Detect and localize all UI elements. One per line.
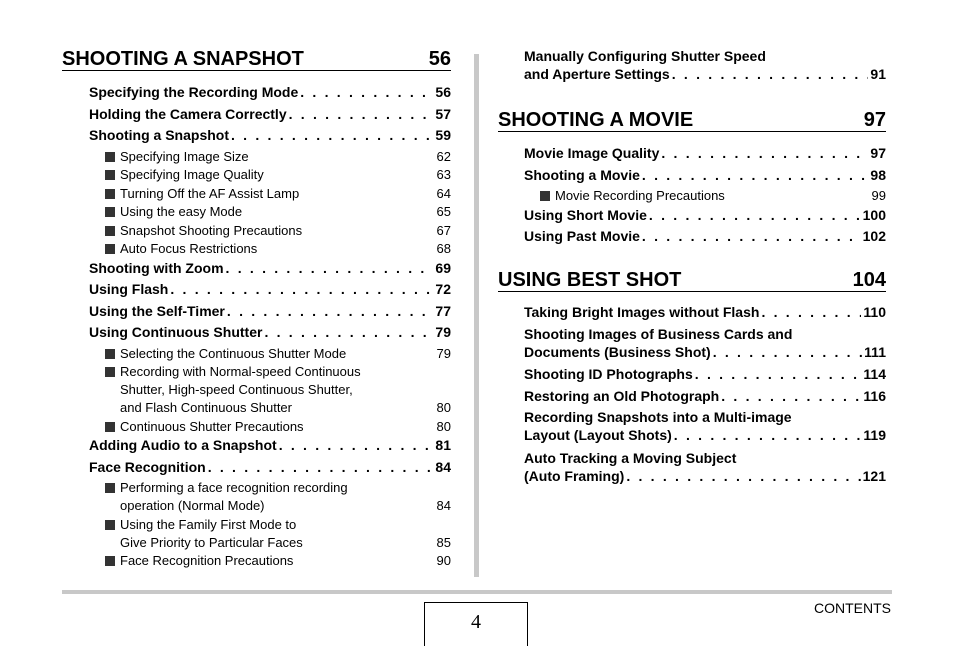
toc-entry-label: Using Short Movie bbox=[524, 206, 647, 223]
toc-subentry[interactable] bbox=[105, 345, 451, 363]
toc-subentry-label bbox=[120, 166, 264, 184]
toc-subentry[interactable] bbox=[540, 187, 886, 205]
dot-leader bbox=[649, 206, 861, 224]
toc-entry-page: 57 bbox=[435, 105, 451, 122]
toc-entry-label: Restoring an Old Photograph bbox=[524, 387, 720, 404]
toc-entry[interactable] bbox=[524, 47, 886, 83]
toc-entry[interactable] bbox=[524, 387, 886, 405]
dot-leader bbox=[761, 303, 861, 321]
toc-entry[interactable] bbox=[524, 449, 886, 485]
section-page: 97 bbox=[863, 109, 886, 131]
toc-entry-label: Shooting a Snapshot bbox=[89, 127, 229, 143]
square-bullet-icon bbox=[105, 556, 115, 566]
dot-leader bbox=[661, 144, 868, 162]
toc-subentry-line: Give Priority to Particular Faces bbox=[120, 534, 303, 550]
toc-entry-page: 100 bbox=[862, 206, 886, 223]
toc-subentry-label bbox=[120, 363, 361, 417]
toc-entry-page: 84 bbox=[435, 458, 451, 475]
toc-subentry-line: Specifying Image Quality bbox=[120, 167, 264, 182]
toc-entry-label: Adding Audio to a Snapshot bbox=[89, 437, 277, 453]
dot-leader bbox=[642, 166, 869, 184]
toc-subentry-label bbox=[120, 185, 299, 203]
toc-entry-label: and Aperture Settings bbox=[524, 66, 670, 82]
section-heading-shooting-a-movie bbox=[498, 109, 886, 132]
toc-subentry-line: Snapshot Shooting Precautions bbox=[120, 222, 303, 238]
section-title: USING BEST SHOT bbox=[498, 269, 682, 291]
toc-entry-page: 77 bbox=[435, 302, 451, 319]
toc-entry-label: Shooting Images of Business Cards and bbox=[524, 325, 793, 342]
dot-leader bbox=[227, 302, 434, 320]
toc-subentry-label bbox=[120, 240, 257, 258]
toc-subentry-page: 64 bbox=[436, 185, 451, 201]
toc-subentry-page: 80 bbox=[436, 400, 451, 415]
toc-subentry-line: and Flash Continuous Shutter bbox=[120, 400, 292, 415]
dot-leader bbox=[226, 259, 434, 277]
toc-entry-label: Using the Self-Timer bbox=[89, 302, 225, 319]
toc-entry-page: 56 bbox=[435, 84, 451, 100]
toc-entry[interactable] bbox=[89, 302, 451, 320]
toc-entry[interactable] bbox=[89, 126, 451, 144]
toc-subentry-line: Using the easy Mode bbox=[120, 204, 243, 219]
toc-subentry[interactable] bbox=[105, 166, 451, 184]
toc-entry-label: Manually Configuring Shutter Speed bbox=[524, 48, 766, 64]
toc-entry-label: Documents (Business Shot) bbox=[524, 343, 711, 360]
toc-entry-page: 102 bbox=[862, 228, 886, 244]
toc-entry[interactable] bbox=[89, 259, 451, 277]
toc-entry-page: 69 bbox=[435, 259, 451, 276]
toc-subentry-label bbox=[120, 479, 348, 515]
toc-entry[interactable] bbox=[524, 325, 886, 361]
toc-subentry-page: 62 bbox=[436, 148, 451, 164]
toc-subentry-page: 84 bbox=[436, 498, 451, 513]
toc-entry-label: Holding the Camera Correctly bbox=[89, 105, 287, 122]
toc-entry-page: 110 bbox=[863, 304, 886, 320]
toc-subentry-label bbox=[120, 418, 304, 436]
toc-entry-label: Shooting a Movie bbox=[524, 166, 640, 183]
square-bullet-icon bbox=[105, 170, 115, 180]
dot-leader bbox=[695, 365, 862, 383]
toc-entry-label: Auto Tracking a Moving Subject bbox=[524, 449, 737, 466]
toc-entry[interactable] bbox=[89, 105, 451, 123]
section-title: SHOOTING A MOVIE bbox=[498, 109, 694, 131]
toc-entry[interactable] bbox=[524, 303, 886, 321]
toc-entry-label: Specifying the Recording Mode bbox=[89, 84, 299, 100]
toc-entry-label: Shooting with Zoom bbox=[89, 259, 224, 276]
dot-leader bbox=[231, 126, 433, 144]
toc-subentry-page: 85 bbox=[436, 534, 451, 550]
square-bullet-icon bbox=[105, 422, 115, 432]
dot-leader bbox=[642, 227, 861, 245]
toc-subentry-label bbox=[120, 203, 242, 221]
toc-subentry[interactable] bbox=[105, 552, 451, 570]
toc-subentry-page: 63 bbox=[436, 167, 451, 182]
dot-leader bbox=[289, 105, 434, 123]
toc-entry-page: 119 bbox=[863, 427, 886, 443]
toc-subentry-label bbox=[120, 516, 303, 552]
dot-leader bbox=[713, 343, 862, 361]
square-bullet-icon bbox=[105, 520, 115, 530]
toc-subentry-label bbox=[120, 222, 302, 240]
toc-entry[interactable] bbox=[89, 458, 451, 476]
toc-entry-label: Taking Bright Images without Flash bbox=[524, 304, 760, 320]
toc-entry-label: Face Recognition bbox=[89, 458, 206, 475]
toc-subentry-page: 80 bbox=[436, 418, 451, 434]
toc-subentry-page: 65 bbox=[436, 204, 451, 219]
square-bullet-icon bbox=[105, 349, 115, 359]
dot-leader bbox=[626, 467, 860, 485]
toc-entry-label: (Auto Framing) bbox=[524, 467, 625, 484]
square-bullet-icon bbox=[105, 152, 115, 162]
square-bullet-icon bbox=[540, 191, 550, 201]
toc-subentry[interactable] bbox=[105, 240, 451, 258]
dot-leader bbox=[264, 323, 433, 341]
toc-entry-label: Using Flash bbox=[89, 281, 169, 297]
toc-subentry-line: Using the Family First Mode to bbox=[120, 516, 297, 532]
toc-entry-page: 72 bbox=[435, 281, 451, 297]
toc-entry-page: 91 bbox=[870, 66, 886, 82]
toc-subentry-label bbox=[555, 187, 725, 205]
square-bullet-icon bbox=[105, 367, 115, 377]
dot-leader bbox=[279, 436, 434, 454]
toc-subentry-line: Movie Recording Precautions bbox=[555, 188, 725, 203]
toc-subentry-line: operation (Normal Mode) bbox=[120, 498, 265, 513]
page-number: 4 bbox=[424, 602, 528, 646]
toc-entry-label: Using Continuous Shutter bbox=[89, 324, 263, 340]
toc-entry[interactable] bbox=[89, 83, 451, 101]
toc-subentry-page: 79 bbox=[436, 345, 451, 361]
toc-subentry-label bbox=[120, 148, 249, 166]
section-heading-shooting-a-snapshot bbox=[62, 48, 451, 71]
dot-leader bbox=[721, 387, 861, 405]
toc-entry-label: Movie Image Quality bbox=[524, 145, 660, 161]
toc-subentry[interactable] bbox=[105, 203, 451, 221]
toc-entry[interactable] bbox=[89, 280, 451, 298]
toc-entry-label: Using Past Movie bbox=[524, 228, 640, 244]
contents-label: CONTENTS bbox=[814, 600, 891, 616]
toc-subentry-page: 67 bbox=[436, 222, 451, 238]
toc-subentry-line: Auto Focus Restrictions bbox=[120, 241, 258, 256]
dot-leader bbox=[300, 83, 433, 101]
toc-entry[interactable] bbox=[524, 144, 886, 162]
toc-subentry[interactable] bbox=[105, 516, 451, 552]
square-bullet-icon bbox=[105, 207, 115, 217]
toc-subentry-label bbox=[120, 552, 293, 570]
toc-subentry-page: 90 bbox=[436, 553, 451, 568]
toc-entry[interactable] bbox=[89, 323, 451, 341]
square-bullet-icon bbox=[105, 244, 115, 254]
toc-entry-page: 121 bbox=[862, 467, 886, 484]
toc-entry[interactable] bbox=[89, 436, 451, 454]
footer-rule bbox=[62, 590, 892, 594]
toc-subentry-line: Performing a face recognition recording bbox=[120, 480, 348, 495]
toc-subentry-line: Face Recognition Precautions bbox=[120, 553, 294, 568]
section-page: 104 bbox=[852, 269, 886, 291]
toc-subentry-line: Specifying Image Size bbox=[120, 148, 249, 164]
toc-entry-page: 79 bbox=[435, 324, 451, 340]
toc-subentry-line: Recording with Normal-speed Continuous bbox=[120, 364, 361, 379]
toc-subentry[interactable] bbox=[105, 222, 451, 240]
toc-subentry-line: Continuous Shutter Precautions bbox=[120, 418, 304, 434]
toc-subentry-page: 68 bbox=[436, 241, 451, 256]
toc-entry[interactable] bbox=[524, 206, 886, 224]
toc-subentry-line: Shutter, High-speed Continuous Shutter, bbox=[120, 382, 353, 397]
toc-subentry-line: Selecting the Continuous Shutter Mode bbox=[120, 345, 347, 361]
toc-subentry[interactable] bbox=[105, 363, 451, 417]
section-heading-using-best-shot bbox=[498, 269, 886, 292]
toc-subentry-label bbox=[120, 345, 346, 363]
toc-subentry[interactable] bbox=[105, 148, 451, 166]
toc-entry-page: 97 bbox=[870, 145, 886, 161]
toc-subentry[interactable] bbox=[105, 185, 451, 203]
toc-entry[interactable] bbox=[524, 365, 886, 383]
dot-leader bbox=[170, 280, 433, 298]
square-bullet-icon bbox=[105, 226, 115, 236]
toc-entry[interactable] bbox=[524, 408, 886, 444]
toc-subentry[interactable] bbox=[105, 479, 451, 515]
toc-entry-label: Recording Snapshots into a Multi-image bbox=[524, 409, 792, 425]
toc-entry-page: 59 bbox=[435, 127, 451, 143]
dot-leader bbox=[672, 65, 869, 83]
section-page: 56 bbox=[428, 48, 451, 70]
toc-entry-page: 111 bbox=[864, 343, 886, 360]
toc-entry[interactable] bbox=[524, 227, 886, 245]
square-bullet-icon bbox=[105, 189, 115, 199]
toc-entry-label: Layout (Layout Shots) bbox=[524, 427, 672, 443]
dot-leader bbox=[674, 426, 862, 444]
column-divider bbox=[474, 54, 479, 577]
toc-subentry-line: Turning Off the AF Assist Lamp bbox=[120, 185, 300, 201]
toc-entry-page: 81 bbox=[435, 437, 451, 453]
toc-subentry-page: 99 bbox=[871, 188, 886, 203]
toc-entry-page: 114 bbox=[863, 366, 886, 382]
toc-entry-page: 116 bbox=[863, 387, 886, 404]
square-bullet-icon bbox=[105, 483, 115, 493]
section-title: SHOOTING A SNAPSHOT bbox=[62, 48, 304, 70]
toc-entry-page: 98 bbox=[870, 166, 886, 183]
toc-entry[interactable] bbox=[524, 166, 886, 184]
dot-leader bbox=[208, 458, 434, 476]
toc-entry-label: Shooting ID Photographs bbox=[524, 366, 693, 382]
toc-subentry[interactable] bbox=[105, 418, 451, 436]
